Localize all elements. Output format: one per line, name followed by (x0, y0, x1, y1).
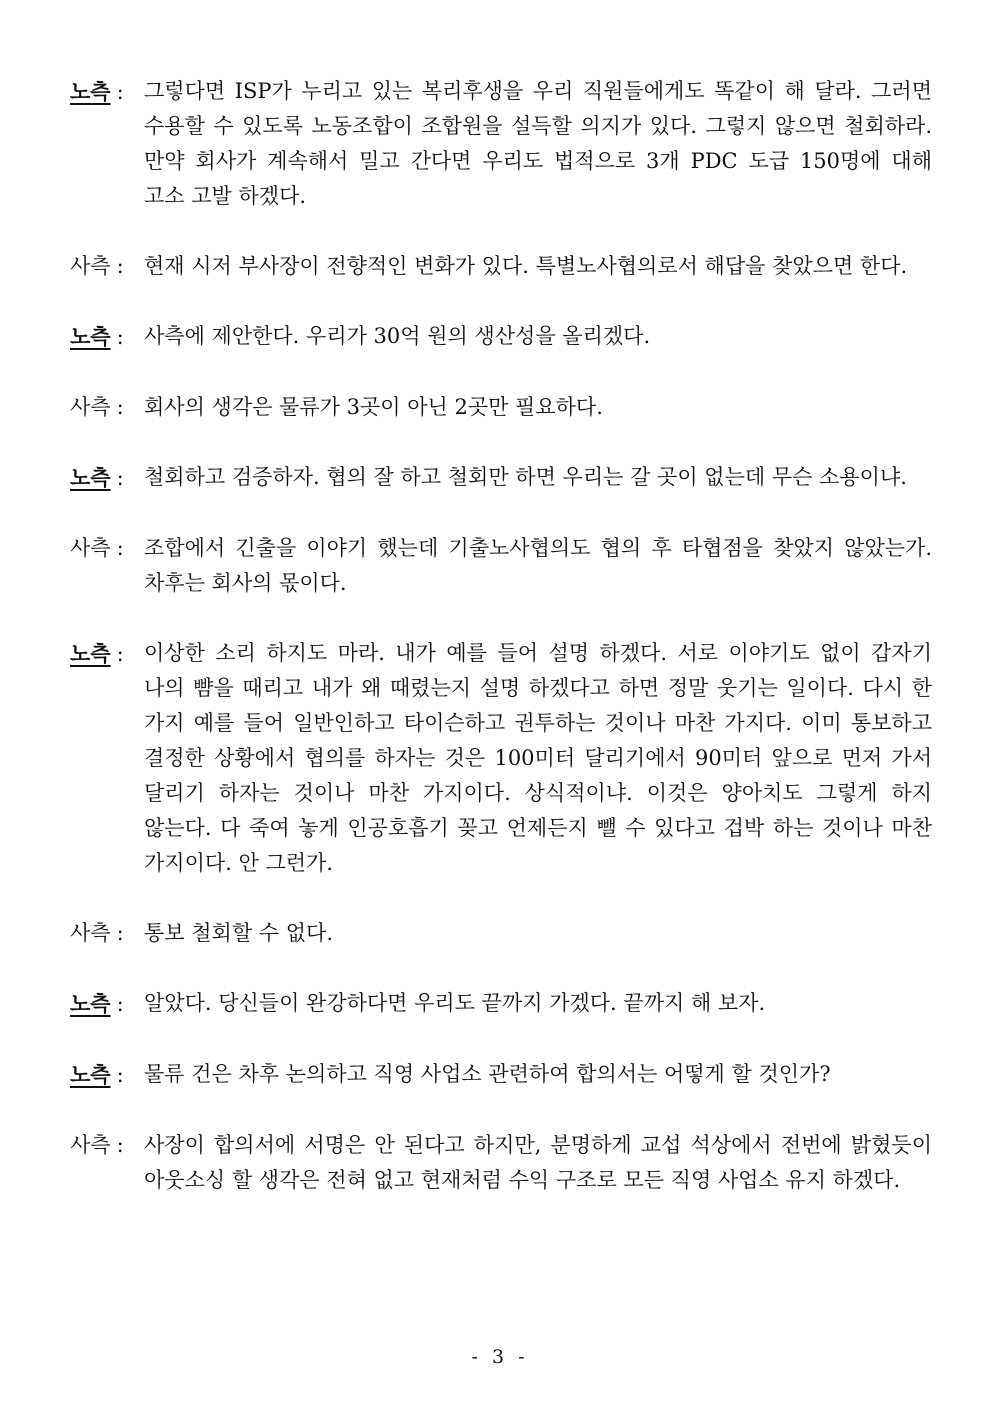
separator: : (116, 921, 124, 945)
dialogue-text: 현재 시저 부사장이 전향적인 변화가 있다. 특별노사협의로서 해답을 찾았으면 한다. (144, 254, 908, 278)
dialogue-entry-10 (70, 1057, 932, 1093)
speaker (70, 986, 144, 1022)
speaker-label-union: 노측 (70, 641, 111, 666)
dialogue-text: 알았다. 당신들이 완강하다면 우리도 끝까지 가겠다. 끝까지 해 보자. (144, 991, 766, 1015)
separator: : (116, 642, 124, 666)
separator: : (116, 1063, 124, 1087)
dialogue-entry-2 (70, 249, 932, 284)
speaker-label-union: 노측 (70, 465, 111, 490)
dialogue-entry-5 (70, 460, 932, 496)
dialogue-text: 이상한 소리 하지도 마라. 내가 예를 들어 설명 하겠다. 서로 이야기도 없이 갑자기 나의 뺨을 때리고 내가 왜 때렸는지 설명 하겠다고 하면 정말 웃기는 일이다. 다시 한 가지 예를 들어 일반인하고 타이슨하고 권투하는 것이나 마찬 가지다. 이미 통보하고 결정한 상황에서 협의를 하자는 것은 100미터 달리기에서 90미터 앞으로 먼저 가서 달리기 하자는 것이나 마찬 가지이다. 상식적이냐. 이것은 양아치도 그렇게 하지 않는다. 다 죽여 놓게 인공호흡기 꽂고 언제든지 뺄 수 있다고 겁박 하는 것이나 마찬 가지이다. 안 그런가. (144, 641, 932, 875)
speaker-label-management: 사측 (70, 1133, 111, 1157)
document-page (70, 74, 932, 1233)
speaker (70, 1057, 144, 1093)
separator: : (116, 466, 124, 490)
dialogue-text: 사측에 제안한다. 우리가 30억 원의 생산성을 올리겠다. (144, 324, 651, 348)
dialogue-entry-1 (70, 74, 932, 214)
speaker-label-management: 사측 (70, 395, 111, 419)
separator: : (116, 395, 124, 419)
separator: : (116, 536, 124, 560)
speaker (70, 636, 144, 672)
speaker-label-union: 노측 (70, 324, 111, 349)
separator: : (116, 254, 124, 278)
speaker-label-management: 사측 (70, 536, 111, 560)
speaker (70, 460, 144, 496)
dialogue-text: 조합에서 긴출을 이야기 했는데 기출노사협의도 협의 후 타협점을 찾았지 않았는가. 차후는 회사의 몫이다. (144, 536, 932, 595)
speaker-label-union: 노측 (70, 79, 111, 104)
speaker-label-management: 사측 (70, 921, 111, 945)
dialogue-text: 철회하고 검증하자. 협의 잘 하고 철회만 하면 우리는 갈 곳이 없는데 무슨 소용이냐. (144, 465, 907, 489)
speaker (70, 916, 144, 951)
separator: : (116, 992, 124, 1016)
dialogue-entry-6 (70, 531, 932, 601)
separator: : (116, 80, 124, 104)
separator: : (116, 325, 124, 349)
dialogue-text: 그렇다면 ISP가 누리고 있는 복리후생을 우리 직원들에게도 똑같이 해 달라. 그러면 수용할 수 있도록 노동조합이 조합원을 설득할 의지가 있다. 그렇지 않으면 철회하라. 만약 회사가 계속해서 밀고 간다면 우리도 법적으로 3개 PDC 도급 150명에 대해 고소 고발 하겠다. (144, 79, 932, 208)
dialogue-entry-3 (70, 319, 932, 355)
speaker (70, 319, 144, 355)
speaker (70, 249, 144, 284)
speaker (70, 74, 144, 110)
separator: : (116, 1133, 124, 1157)
dialogue-entry-9 (70, 986, 932, 1022)
speaker-label-union: 노측 (70, 1062, 111, 1087)
dialogue-entry-7 (70, 636, 932, 881)
dialogue-entry-4 (70, 390, 932, 425)
speaker (70, 531, 144, 566)
speaker (70, 390, 144, 425)
speaker-label-union: 노측 (70, 991, 111, 1016)
speaker (70, 1128, 144, 1163)
dialogue-entry-11 (70, 1128, 932, 1198)
page-number: - 3 - (471, 1346, 529, 1368)
dialogue-text: 회사의 생각은 물류가 3곳이 아닌 2곳만 필요하다. (144, 395, 603, 419)
dialogue-entry-8 (70, 916, 932, 951)
dialogue-text: 물류 건은 차후 논의하고 직영 사업소 관련하여 합의서는 어떻게 할 것인가? (144, 1062, 831, 1086)
dialogue-text: 통보 철회할 수 없다. (144, 921, 333, 945)
dialogue-text: 사장이 합의서에 서명은 안 된다고 하지만, 분명하게 교섭 석상에서 전번에 밝혔듯이 아웃소싱 할 생각은 전혀 없고 현재처럼 수익 구조로 모든 직영 사업소 유지 하겠다. (144, 1133, 932, 1192)
speaker-label-management: 사측 (70, 254, 111, 278)
